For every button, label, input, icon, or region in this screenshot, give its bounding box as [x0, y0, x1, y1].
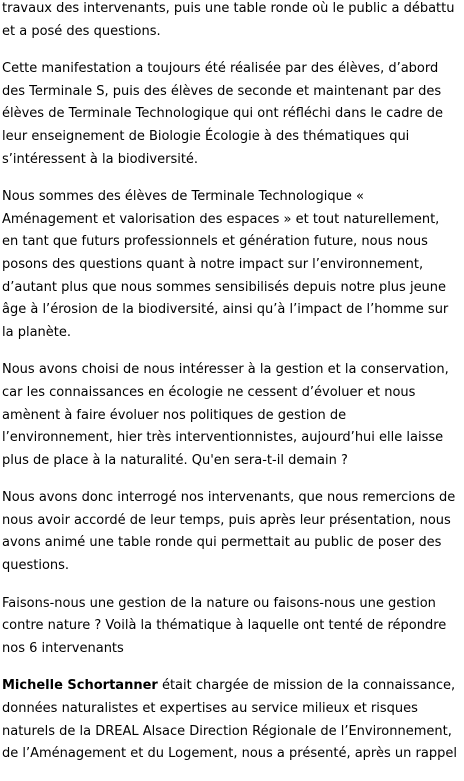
speaker-name: Michelle Schortanner [2, 678, 158, 694]
paragraph-history: Cette manifestation a toujours été réalisée par des élèves, d’abord des Terminale S, puis des élèves de seconde et maintenant par des élèves de Terminale Technologique qui ont réfléchi dans le cadre de leur enseignement de Biologie Écologie à des thématiques qui s’intéressent à la biodiversité. [2, 61, 443, 167]
document-body [2, 0, 458, 781]
paragraph-interviews: Nous avons donc interrogé nos intervenants, que nous remercions de nous avoir accordé de leur temps, puis après leur présentation, nous avons animé une table ronde qui permettait au public de poser des questions. [2, 490, 456, 574]
paragraph-theme: Faisons-nous une gestion de la nature ou faisons-nous une gestion contre nature ? Voilà la thématique à laquelle ont tenté de répondre nos 6 intervenants [2, 595, 447, 656]
paragraph-choice: Nous avons choisi de nous intéresser à la gestion et la conservation, car les connaissances en écologie ne cessent d’évoluer et nous amènent à faire évoluer nos politiques de gestion de l’environnement, hier très interventionnistes, aujourd’hui elle laisse plus de place à la naturalité. Qu'en sera-t-il demain ? [2, 362, 449, 468]
paragraph-intro-continuation: travaux des intervenants, puis une table ronde où le public a débattu et a posé des questions. [2, 1, 455, 39]
paragraph-students: Nous sommes des élèves de Terminale Technologique « Aménagement et valorisation des espaces » et tout naturellement, en tant que futurs professionnels et génération future, nous nous posons des questions quant à notre impact sur l’environnement, d’autant plus que nous sommes sensibilisés depuis notre plus jeune âge à l’érosion de la biodiversité, ainsi qu’à l’impact de l’homme sur la planète. [2, 189, 449, 340]
paragraph-speaker [2, 675, 458, 765]
speaker-description: était chargée de mission de la connaissance, données naturalistes et expertises au service milieux et risques naturels de la DREAL Alsace Direction Régionale de l’Environnement, de l’Aménagement et du Logement, nous a présenté, après un rappel [2, 678, 457, 762]
